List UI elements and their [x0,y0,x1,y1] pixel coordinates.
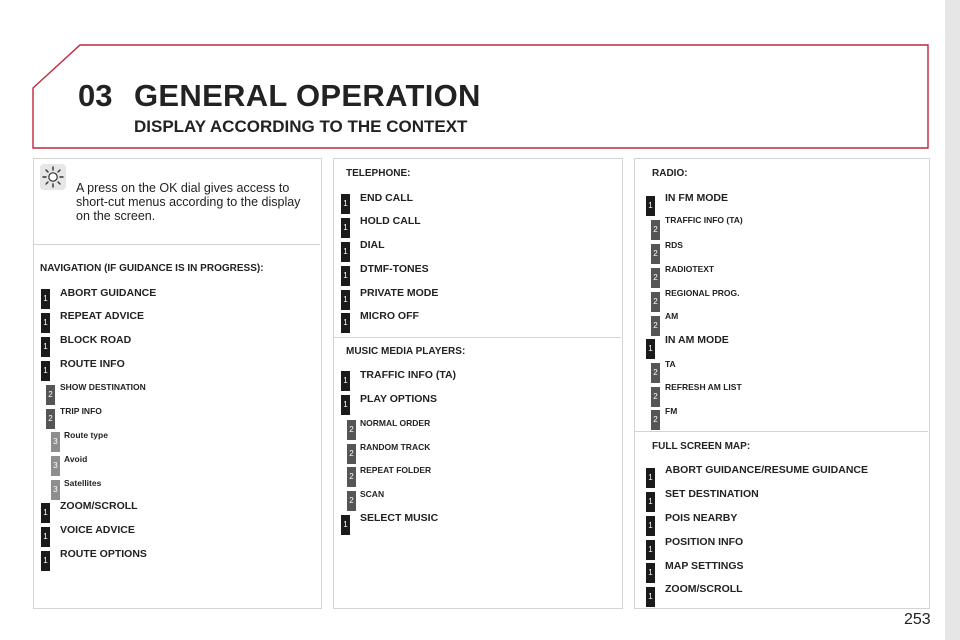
level-3-badge: 3 [51,480,60,500]
menu-item: POSITION INFO [665,536,744,548]
menu-item: DIAL [360,239,385,251]
level-1-badge: 1 [41,337,50,357]
level-1-badge: 1 [41,503,50,523]
menu-item: IN FM MODE [665,192,728,204]
level-1-badge: 1 [41,289,50,309]
menu-item: IN AM MODE [665,334,729,346]
level-1-badge: 1 [41,551,50,571]
menu-item: RANDOM TRACK [360,442,431,452]
level-2-badge: 2 [347,467,356,487]
menu-item: REPEAT FOLDER [360,465,432,475]
level-1-badge: 1 [646,196,655,216]
level-1-badge: 1 [646,540,655,560]
level-2-badge: 2 [651,220,660,240]
telephone-section-title: TELEPHONE: [346,168,411,179]
level-2-badge: 2 [46,409,55,429]
level-2-badge: 2 [347,444,356,464]
menu-item: Satellites [64,478,102,488]
menu-item: REFRESH AM LIST [665,382,742,392]
menu-item: BLOCK ROAD [60,334,132,346]
menu-item: Avoid [64,454,88,464]
level-1-badge: 1 [341,371,350,391]
level-1-badge: 1 [341,515,350,535]
menu-item: VOICE ADVICE [60,524,135,536]
level-1-badge: 1 [646,339,655,359]
menu-item: SET DESTINATION [665,488,759,500]
level-1-badge: 1 [646,587,655,607]
menu-item: PRIVATE MODE [360,287,439,299]
level-3-badge: 3 [51,456,60,476]
menu-item: MAP SETTINGS [665,560,744,572]
level-2-badge: 2 [46,385,55,405]
fullmap-section-title: FULL SCREEN MAP: [652,441,751,452]
level-1-badge: 1 [41,527,50,547]
sun-icon [40,164,66,190]
menu-item: Route type [64,430,108,440]
menu-item: TA [665,359,676,369]
level-1-badge: 1 [341,266,350,286]
page-title: GENERAL OPERATION [134,78,481,113]
menu-item: TRAFFIC INFO (TA) [360,369,457,381]
menu-item: ABORT GUIDANCE [60,287,157,299]
level-1-badge: 1 [341,242,350,262]
menu-item: REGIONAL PROG. [665,288,740,298]
level-2-badge: 2 [651,316,660,336]
level-2-badge: 2 [651,268,660,288]
navigation-section-title: NAVIGATION (IF GUIDANCE IS IN PROGRESS): [40,263,264,274]
level-1-badge: 1 [646,492,655,512]
middle-panel-divider [334,337,621,338]
menu-item: RADIOTEXT [665,264,715,274]
menu-item: HOLD CALL [360,215,421,227]
level-2-badge: 2 [651,244,660,264]
menu-item: ZOOM/SCROLL [60,500,138,512]
page-subtitle: DISPLAY ACCORDING TO THE CONTEXT [134,117,468,136]
level-1-badge: 1 [341,218,350,238]
level-1-badge: 1 [646,516,655,536]
level-1-badge: 1 [341,313,350,333]
tip-box [40,164,66,190]
level-2-badge: 2 [651,292,660,312]
menu-item: PLAY OPTIONS [360,393,438,405]
right-panel-divider [635,431,928,432]
level-2-badge: 2 [651,387,660,407]
level-3-badge: 3 [51,432,60,452]
menu-item: NORMAL ORDER [360,418,431,428]
menu-item: SCAN [360,489,385,499]
menu-item: SELECT MUSIC [360,512,439,524]
tip-text: A press on the OK dial gives access to short-cut menus according to the display on the screen. [76,181,301,223]
level-2-badge: 2 [347,420,356,440]
level-1-badge: 1 [41,313,50,333]
chapter-number: 03 [78,78,113,113]
menu-item: DTMF-TONES [360,263,429,275]
level-1-badge: 1 [341,290,350,310]
menu-item: ZOOM/SCROLL [665,583,743,595]
menu-item: ROUTE INFO [60,358,125,370]
menu-item: TRIP INFO [60,406,102,416]
level-1-badge: 1 [646,563,655,583]
menu-item: REPEAT ADVICE [60,310,145,322]
left-panel-divider [34,244,320,245]
menu-item: ROUTE OPTIONS [60,548,147,560]
level-1-badge: 1 [341,395,350,415]
menu-item: MICRO OFF [360,310,419,322]
level-1-badge: 1 [646,468,655,488]
menu-item: AM [665,311,679,321]
menu-item: POIS NEARBY [665,512,738,524]
menu-item: RDS [665,240,683,250]
radio-section-title: RADIO: [652,168,688,179]
menu-item: SHOW DESTINATION [60,382,146,392]
page-edge-strip [945,0,960,640]
page-number: 253 [904,611,931,628]
music-section-title: MUSIC MEDIA PLAYERS: [346,346,466,357]
level-1-badge: 1 [41,361,50,381]
menu-item: END CALL [360,192,414,204]
level-1-badge: 1 [341,194,350,214]
level-2-badge: 2 [347,491,356,511]
menu-item: TRAFFIC INFO (TA) [665,215,743,225]
level-2-badge: 2 [651,410,660,430]
menu-item: ABORT GUIDANCE/RESUME GUIDANCE [665,464,869,476]
level-2-badge: 2 [651,363,660,383]
menu-item: FM [665,406,678,416]
